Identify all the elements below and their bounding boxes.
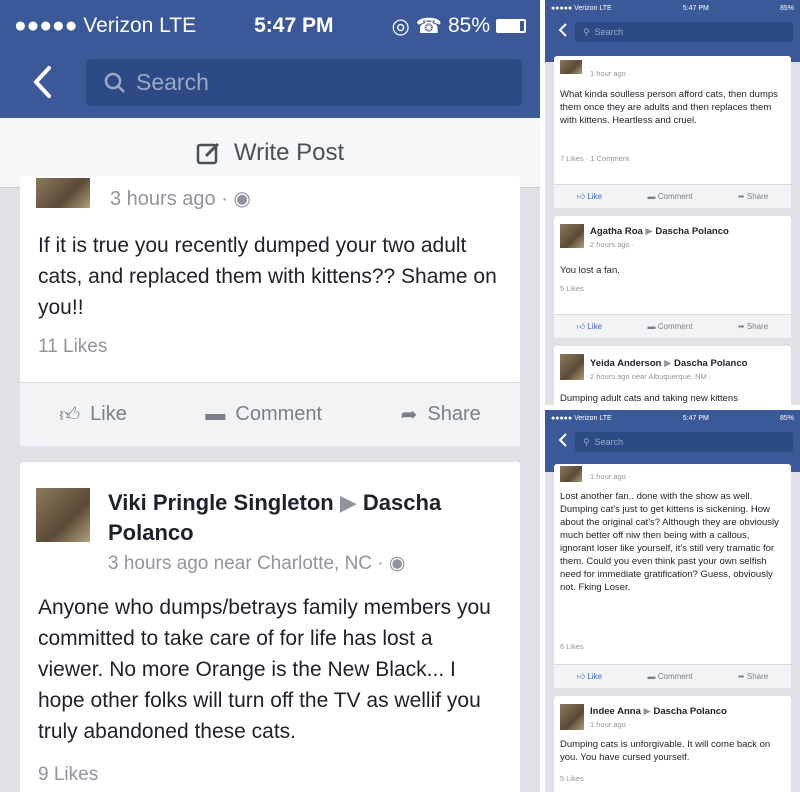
- post-body: If it is true you recently dumped your two adult cats, and replaced them with kittens?? Shame on you!!: [38, 234, 497, 319]
- author-name[interactable]: Yeida Anderson: [590, 358, 662, 369]
- author-name[interactable]: Indee Anna: [590, 706, 641, 717]
- search-placeholder: Search: [594, 27, 624, 37]
- nav-header: [545, 410, 800, 472]
- screenshot-three: [545, 410, 800, 792]
- like-count[interactable]: 5 Likes: [560, 774, 584, 783]
- post-body: What kinda soulless person afford cats, then dumps them once they are adults and then replaces them with kittens. Heartless and cruel.: [560, 89, 778, 126]
- edit-icon: [196, 140, 222, 166]
- chevron-left-icon: [32, 65, 52, 99]
- share-icon: ➦: [737, 192, 745, 201]
- carrier-label: ●●●●● Verizon LTE: [551, 4, 612, 12]
- like-button[interactable]: 👍︎ Like: [59, 403, 127, 426]
- post-card: [20, 462, 520, 792]
- back-button[interactable]: [553, 20, 573, 40]
- comment-icon: ▬: [647, 192, 656, 201]
- carrier-label: ●●●●● Verizon LTE: [551, 414, 612, 422]
- avatar: [560, 466, 582, 482]
- post-header: Indee Anna ▶ Dascha Polanco: [590, 706, 727, 717]
- battery-label: 85%: [447, 14, 490, 37]
- post-card: [20, 176, 520, 446]
- nav-header: [0, 0, 540, 118]
- post-card: [554, 464, 791, 688]
- avatar: [560, 704, 584, 730]
- comment-button[interactable]: ▬ Comment: [205, 403, 323, 425]
- battery-icon: [496, 19, 526, 33]
- post-actions: [554, 664, 791, 688]
- comment-icon: ▬: [647, 672, 656, 681]
- share-button[interactable]: ➦ Share: [737, 192, 769, 201]
- search-icon: ⚲: [583, 436, 590, 447]
- post-meta: 1 hour ago ·: [590, 472, 631, 481]
- target-name[interactable]: Dascha Polanco: [653, 706, 727, 717]
- time-label: 5:47 PM: [682, 414, 709, 422]
- status-bar: [0, 0, 540, 52]
- back-button[interactable]: [22, 62, 62, 102]
- thumbs-up-icon: 👍︎: [576, 191, 586, 201]
- write-post-label: Write Post: [233, 138, 345, 166]
- status-bar: [545, 410, 800, 426]
- globe-icon: ◉: [388, 553, 406, 574]
- post-body: Lost another fan.. done with the show as well. Dumping cat's just to get kittens is sickening. How about the original cat's? Although they are obviously much better off niw then being with a callous, ignorant loser like yourself, it's still very tramatic for them. Could you even think past your own selfish need for immediate gratification? Guess, obviously not. Fking Loser.: [560, 491, 779, 593]
- globe-icon: ◉: [233, 188, 251, 210]
- comment-button[interactable]: ▬ Comment: [647, 672, 693, 681]
- avatar: [36, 178, 90, 208]
- post-actions: [554, 314, 791, 338]
- post-card: [554, 56, 791, 208]
- post-meta: 2 hours ago ·: [590, 240, 635, 249]
- status-bar: [545, 0, 800, 16]
- like-count[interactable]: 6 Likes: [560, 642, 584, 651]
- like-count[interactable]: 9 Likes: [38, 764, 99, 785]
- target-name[interactable]: Dascha Polanco: [108, 490, 442, 545]
- like-button[interactable]: 👍︎ Like: [576, 191, 603, 201]
- avatar: [560, 224, 584, 248]
- thumbs-up-icon: 👍︎: [576, 671, 586, 681]
- back-button[interactable]: [553, 430, 573, 450]
- search-placeholder: Search: [136, 69, 209, 95]
- time-label: 5:47 PM: [254, 14, 334, 37]
- like-button[interactable]: 👍︎ Like: [576, 321, 603, 331]
- post-header: Yeida Anderson ▶ Dascha Polanco: [590, 358, 748, 369]
- post-header: Agatha Roa ▶ Dascha Polanco: [590, 226, 729, 237]
- thumbs-up-icon: 👍︎: [59, 403, 81, 426]
- post-card: [554, 216, 791, 338]
- like-count[interactable]: 11 Likes: [38, 336, 108, 357]
- post-meta: 2 hours ago near Albuquerque, NM ·: [590, 372, 712, 381]
- post-header: [108, 488, 508, 548]
- arrow-right-icon: ▶: [339, 490, 363, 515]
- share-icon: ➦: [400, 404, 418, 426]
- post-card: [554, 696, 791, 792]
- search-icon: [104, 72, 126, 94]
- author-name[interactable]: Viki Pringle Singleton: [108, 490, 334, 515]
- nav-header: [545, 0, 800, 62]
- post-meta: 3 hours ago near Charlotte, NC · ◉: [108, 553, 406, 574]
- share-button[interactable]: ➦ Share: [737, 322, 769, 331]
- post-body: Dumping cats is unforgivable. It will come back on you. You have cursed yourself.: [560, 739, 771, 763]
- post-meta: 1 hour ago ·: [590, 720, 631, 729]
- post-body: Dumping adult cats and taking new kittens: [560, 393, 738, 404]
- post-actions: [554, 184, 791, 208]
- share-button[interactable]: ➦ Share: [400, 403, 481, 426]
- post-card: [554, 346, 791, 405]
- carrier-label: ●●●●● Verizon LTE: [14, 14, 197, 37]
- battery-group: [391, 14, 526, 39]
- post-actions: [20, 382, 520, 446]
- target-name[interactable]: Dascha Polanco: [655, 226, 729, 237]
- search-input[interactable]: [86, 59, 522, 106]
- share-button[interactable]: ➦ Share: [737, 672, 769, 681]
- search-input[interactable]: [575, 432, 793, 452]
- avatar: [560, 60, 582, 74]
- search-input[interactable]: [575, 22, 793, 42]
- chevron-left-icon: [558, 22, 568, 38]
- post-body: You lost a fan.: [560, 265, 620, 276]
- like-count[interactable]: 5 Likes: [560, 284, 584, 293]
- post-body: Anyone who dumps/betrays family members you committed to take care of for life has lost a viewer. No more Orange is the New Black... I hope other folks will turn off the TV as wellif you truly abandoned these cats.: [38, 596, 491, 743]
- chevron-left-icon: [558, 432, 568, 448]
- comment-icon: ▬: [647, 322, 656, 331]
- comment-button[interactable]: ▬ Comment: [647, 192, 693, 201]
- share-icon: ➦: [737, 322, 745, 331]
- time-label: 5:47 PM: [682, 4, 709, 12]
- like-count[interactable]: 7 Likes · 1 Comment: [560, 154, 630, 163]
- search-icon: ⚲: [583, 26, 590, 37]
- target-name[interactable]: Dascha Polanco: [674, 358, 748, 369]
- author-name[interactable]: Agatha Roa: [590, 226, 643, 237]
- lock-icon: ◎: [391, 14, 410, 38]
- avatar: [560, 354, 584, 380]
- comment-button[interactable]: ▬ Comment: [647, 322, 693, 331]
- search-placeholder: Search: [594, 437, 624, 447]
- thumbs-up-icon: 👍︎: [576, 321, 586, 331]
- post-meta: 1 hour ago ·: [590, 69, 631, 78]
- share-icon: ➦: [737, 672, 745, 681]
- post-meta: 3 hours ago · ◉: [110, 188, 251, 210]
- like-button[interactable]: 👍︎ Like: [576, 671, 603, 681]
- comment-icon: ▬: [205, 403, 226, 425]
- battery-label: 85%: [779, 414, 794, 422]
- screenshot-two: [545, 0, 800, 405]
- battery-label: 85%: [779, 4, 794, 12]
- avatar: [36, 488, 90, 542]
- alarm-icon: ☎: [415, 14, 442, 38]
